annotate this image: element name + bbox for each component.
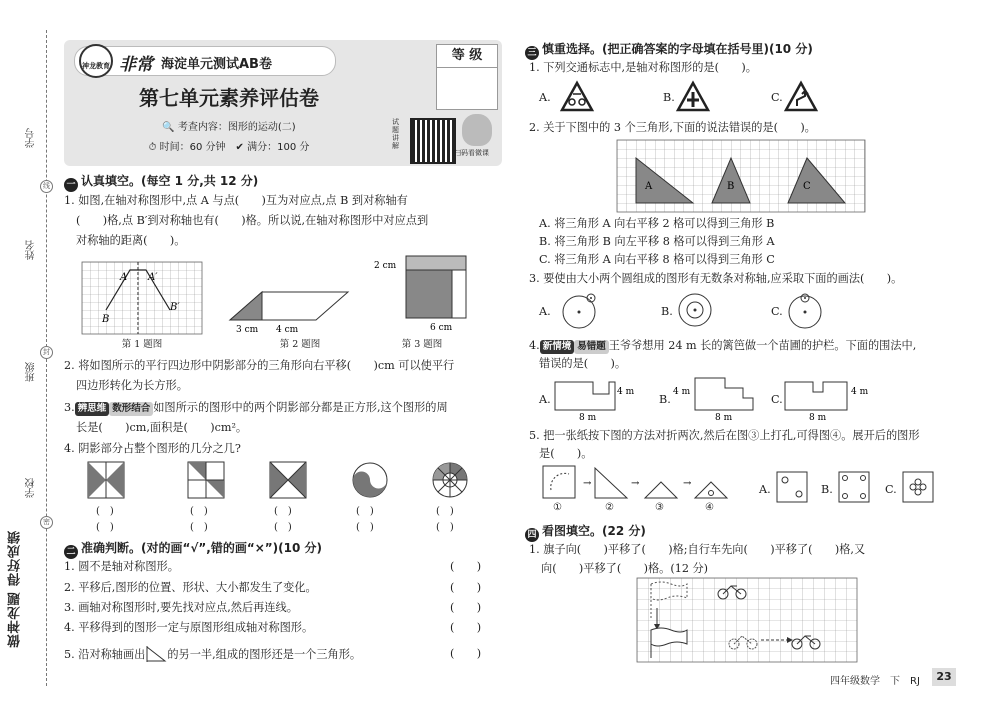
sidebar-slogan: 做神龙题 得好成绩 bbox=[8, 530, 23, 648]
folding-steps bbox=[543, 466, 753, 500]
fence-option-b bbox=[673, 378, 763, 422]
mascot-icon bbox=[462, 114, 492, 146]
judge-paren-4: ( ) bbox=[450, 621, 482, 634]
mascot-label: 扫码看微课 bbox=[454, 149, 489, 157]
judge-item-3: 3. 画轴对称图形时,要先找对应点,然后再连线。 bbox=[64, 601, 298, 614]
q4-answer-5: ( ) ( ) bbox=[436, 506, 454, 533]
q4-shape-5-wheel bbox=[432, 462, 468, 498]
qr-code-icon[interactable] bbox=[410, 118, 456, 164]
q4-text: 4. 阴影部分占整个图形的几分之几? bbox=[64, 442, 241, 455]
brand-logo: 神龙教育 bbox=[79, 44, 113, 78]
svg-text:4 m: 4 m bbox=[617, 387, 635, 397]
q1-line-2: ( )格,点 B′到对称轴也有( )格。所以说,在轴对称图形中对应点到 bbox=[76, 214, 429, 227]
qr-label: 试题讲解 bbox=[392, 118, 399, 150]
fig1-label-b-prime: B′ bbox=[170, 302, 180, 313]
figure-1-grid bbox=[82, 262, 202, 334]
svg-text:8 m: 8 m bbox=[579, 413, 597, 423]
q4-shape-4-yin-yang bbox=[352, 462, 388, 498]
q3-line-2: 长是( )cm,面积是( )cm²。 bbox=[76, 421, 248, 434]
q4-answer-2: ( ) ( ) bbox=[190, 506, 208, 533]
s3-q2-opt-b: B. 将三角形 B 向左平移 8 格可以得到三角形 A bbox=[539, 235, 775, 248]
s3-q3-opt-a: A. bbox=[539, 305, 551, 318]
s4-q1-line-1: 1. 旗子向( )平移了( )格;自行车先向( )平移了( )格,又 bbox=[529, 543, 866, 556]
grade-box bbox=[436, 44, 498, 110]
label-student-id: 学号 bbox=[26, 128, 37, 148]
triangle-label-a: A bbox=[645, 181, 653, 192]
tag-new-scenario: 新情境 bbox=[540, 340, 575, 354]
svg-text:8 m: 8 m bbox=[809, 413, 827, 423]
judge-item-4: 4. 平移得到的图形一定与原图形组成轴对称图形。 bbox=[64, 621, 314, 634]
tag-thinking: 辨思维 bbox=[75, 402, 110, 416]
brand-text: 海淀单元测试AB卷 bbox=[161, 57, 272, 72]
s3-q5-line-1: 5. 把一张纸按下图的方法对折两次,然后在图③上打孔,可得图④。展开后的图形 bbox=[529, 429, 920, 442]
s3-q3: 3. 要使由大小两个圆组成的图形有无数条对称轴,应采取下面的画法( )。 bbox=[529, 272, 903, 285]
svg-text:→: → bbox=[631, 478, 640, 489]
s3-q5-opt-c: C. bbox=[885, 483, 897, 496]
circles-option-b bbox=[677, 292, 713, 328]
q1-line-1: 1. 如图,在轴对称图形中,点 A 与点( )互为对应点,点 B 到对称轴有 bbox=[64, 194, 408, 207]
s3-q4-line-1: 4. 新情境 易错题 王爷爷想用 24 m 长的篱笆做一个苗圃的护栏。下面的围法中, bbox=[529, 339, 917, 352]
svg-text:8 m: 8 m bbox=[715, 413, 733, 423]
figure-3-squares bbox=[374, 256, 470, 334]
s3-q1-opt-a: A. bbox=[539, 91, 551, 104]
page-number: 23 bbox=[932, 668, 956, 686]
judge-paren-2: ( ) bbox=[450, 581, 482, 594]
s3-q4-opt-c: C. bbox=[771, 393, 783, 406]
s3-q5-line-2: 是( )。 bbox=[539, 447, 593, 460]
unfold-option-b bbox=[839, 472, 869, 502]
seal-mark-line: 线 bbox=[40, 180, 53, 193]
triangles-grid bbox=[617, 140, 865, 212]
exam-header bbox=[64, 40, 502, 166]
step-1: ① bbox=[553, 502, 562, 513]
topic-text: 🔍 考查内容：图形的运动(二) bbox=[162, 122, 296, 133]
q4-answer-4: ( ) ( ) bbox=[356, 506, 374, 533]
judge-paren-3: ( ) bbox=[450, 601, 482, 614]
caption-1: 第 1 题图 bbox=[121, 339, 163, 350]
section-2-title: 二 准确判断。(对的画“√”,错的画“×”)(10 分) bbox=[64, 539, 322, 559]
fig3-label-2cm: 2 cm bbox=[374, 261, 397, 271]
seal-mark-secret: 密 bbox=[40, 516, 53, 529]
binding-sidebar bbox=[0, 0, 62, 716]
traffic-sign-a-icon bbox=[561, 82, 593, 112]
s3-q5-opt-a: A. bbox=[759, 483, 771, 496]
s3-q1: 1. 下列交通标志中,是轴对称图形的是( )。 bbox=[529, 61, 757, 74]
step-4: ④ bbox=[705, 502, 714, 513]
caption-2: 第 2 题图 bbox=[279, 339, 321, 350]
judge-paren-1: ( ) bbox=[450, 560, 482, 573]
brand-script: 非常 bbox=[119, 55, 153, 75]
tag-number-shape: 数形结合 bbox=[109, 402, 153, 416]
circles-option-a bbox=[561, 290, 601, 330]
q4-shape-2 bbox=[188, 462, 224, 498]
s3-q4-line-2: 错误的是( )。 bbox=[539, 357, 627, 370]
q4-answer-1: ( ) ( ) bbox=[96, 506, 114, 533]
caption-3: 第 3 题图 bbox=[401, 339, 443, 350]
figure-2-parallelogram bbox=[230, 288, 350, 334]
s3-q5-opt-b: B. bbox=[821, 483, 833, 496]
s3-q2-opt-c: C. 将三角形 A 向右平移 8 格可以得到三角形 C bbox=[539, 253, 775, 266]
judge-item-2: 2. 平移后,图形的位置、形状、大小都发生了变化。 bbox=[64, 581, 317, 594]
footer-text: 四年级数学 下 RJ bbox=[830, 676, 920, 687]
s3-q1-opt-c: C. bbox=[771, 91, 783, 104]
s3-q2-opt-a: A. 将三角形 A 向右平移 2 格可以得到三角形 B bbox=[539, 217, 775, 230]
s4-q1-line-2: 向( )平移了( )格。(12 分) bbox=[541, 562, 709, 575]
s3-q3-opt-b: B. bbox=[661, 305, 673, 318]
unfold-option-a bbox=[777, 472, 807, 502]
q4-shape-3 bbox=[270, 462, 306, 498]
q4-answer-3: ( ) ( ) bbox=[274, 506, 292, 533]
fig3-label-6cm: 6 cm bbox=[430, 323, 453, 333]
svg-text:→: → bbox=[583, 478, 592, 489]
brand-bar bbox=[74, 46, 336, 76]
q2-line-2: 四边形转化为长方形。 bbox=[76, 379, 188, 392]
traffic-sign-c-icon bbox=[785, 82, 817, 112]
label-school: 学校 bbox=[26, 478, 37, 498]
q4-shape-1 bbox=[88, 462, 124, 498]
traffic-sign-b-icon bbox=[677, 82, 709, 112]
q3-line-1: 3. 辨思维 数形结合 如图所示的图形中的两个阴影部分都是正方形,这个图形的周 bbox=[64, 401, 448, 414]
grade-label: 等 级 bbox=[437, 45, 497, 68]
circles-option-c bbox=[787, 290, 827, 330]
fence-option-c bbox=[785, 378, 875, 422]
section-3-title: 三 慎重选择。(把正确答案的字母填在括号里)(10 分) bbox=[525, 40, 813, 60]
s3-q4-opt-a: A. bbox=[539, 393, 551, 406]
unfold-option-c bbox=[903, 472, 933, 502]
label-name: 姓名 bbox=[26, 240, 37, 260]
seal-mark-seal: 封 bbox=[40, 346, 53, 359]
tag-error-prone: 易错题 bbox=[574, 340, 609, 354]
fig1-label-a: A bbox=[120, 272, 128, 283]
time-score: ⏱ 时间：60 分钟 ✔ 满分：100 分 bbox=[148, 142, 310, 153]
step-3: ③ bbox=[655, 502, 664, 513]
judge-item-1: 1. 圆不是轴对称图形。 bbox=[64, 560, 179, 573]
s3-q2: 2. 关于下图中的 3 个三角形,下面的说法错误的是( )。 bbox=[529, 121, 816, 134]
svg-text:4 m: 4 m bbox=[851, 387, 869, 397]
fig2-label-3cm: 3 cm bbox=[236, 325, 259, 335]
s3-q3-opt-c: C. bbox=[771, 305, 783, 318]
triangle-label-b: B bbox=[727, 181, 735, 192]
q2-line-1: 2. 将如图所示的平行四边形中阴影部分的三角形向右平移( )cm 可以使平行 bbox=[64, 359, 455, 372]
label-class: 班级 bbox=[26, 362, 37, 382]
fence-option-a bbox=[555, 378, 637, 422]
triangle-label-c: C bbox=[803, 181, 811, 192]
page-title: 第七单元素养评估卷 bbox=[139, 86, 319, 110]
s3-q4-opt-b: B. bbox=[659, 393, 671, 406]
section-4-title: 四 看图填空。(22 分) bbox=[525, 522, 646, 542]
judge-item-5: 5. 沿对称轴画出 的另一半,组成的图形还是一个三角形。 bbox=[64, 648, 362, 661]
fig1-label-a-prime: A′ bbox=[148, 272, 158, 283]
s3-q1-opt-b: B. bbox=[663, 91, 675, 104]
fig1-label-b: B bbox=[102, 314, 110, 325]
step-2: ② bbox=[605, 502, 614, 513]
svg-text:→: → bbox=[683, 478, 692, 489]
fig2-label-4cm: 4 cm bbox=[276, 325, 299, 335]
q1-line-3: 对称轴的距离( )。 bbox=[76, 234, 186, 247]
svg-text:4 m: 4 m bbox=[673, 387, 691, 397]
flag-bicycle-grid bbox=[637, 578, 857, 662]
section-1-title: 一 认真填空。(每空 1 分,共 12 分) bbox=[64, 172, 258, 192]
judge-paren-5: ( ) bbox=[450, 647, 482, 660]
